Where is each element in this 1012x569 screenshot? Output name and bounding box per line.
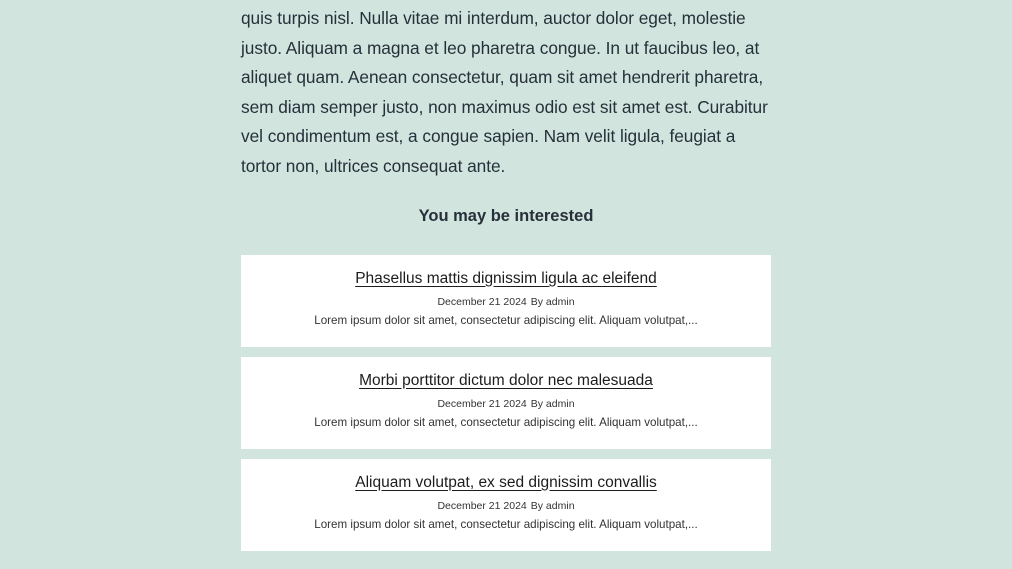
article-line: tortor non, ultrices consequat ante. bbox=[241, 155, 506, 176]
article-line: justo. Aliquam a magna et leo pharetra congue. In ut faucibus leo, at bbox=[241, 37, 760, 58]
main-content bbox=[241, 4, 771, 561]
related-post-card bbox=[241, 459, 771, 551]
related-post-meta bbox=[241, 295, 771, 309]
related-post-meta bbox=[241, 499, 771, 513]
related-post-title-link[interactable]: Aliquam volutpat, ex sed dignissim convallis bbox=[355, 473, 657, 491]
related-post-card bbox=[241, 255, 771, 347]
related-posts-heading: You may be interested bbox=[418, 206, 594, 225]
article-line: sem diam semper justo, non maximus odio est sit amet est. Curabitur bbox=[241, 96, 768, 117]
related-post-meta bbox=[241, 397, 771, 411]
article-body-text bbox=[241, 4, 771, 182]
related-post-excerpt: Lorem ipsum dolor sit amet, consectetur adipiscing elit. Aliquam volutpat,... bbox=[314, 313, 698, 327]
post-author: By admin bbox=[530, 499, 575, 512]
related-post-excerpt: Lorem ipsum dolor sit amet, consectetur adipiscing elit. Aliquam volutpat,... bbox=[314, 415, 698, 429]
post-date: December 21 2024 bbox=[437, 499, 527, 512]
post-author: By admin bbox=[530, 397, 575, 410]
related-posts-list bbox=[241, 255, 771, 551]
related-post-title-link[interactable]: Phasellus mattis dignissim ligula ac eleifend bbox=[355, 269, 657, 287]
article-line: aliquet quam. Aenean consectetur, quam sit amet hendrerit pharetra, bbox=[241, 67, 764, 88]
post-author: By admin bbox=[530, 295, 575, 308]
related-post-title-link[interactable]: Morbi porttitor dictum dolor nec malesuada bbox=[359, 371, 653, 389]
article-line: quis turpis nisl. Nulla vitae mi interdum, auctor dolor eget, molestie bbox=[241, 8, 746, 28]
article-line: vel condimentum est, a congue sapien. Nam velit ligula, feugiat a bbox=[241, 126, 736, 147]
post-date: December 21 2024 bbox=[437, 397, 527, 410]
post-date: December 21 2024 bbox=[437, 295, 527, 308]
related-post-excerpt: Lorem ipsum dolor sit amet, consectetur adipiscing elit. Aliquam volutpat,... bbox=[314, 517, 698, 531]
related-post-card bbox=[241, 357, 771, 449]
